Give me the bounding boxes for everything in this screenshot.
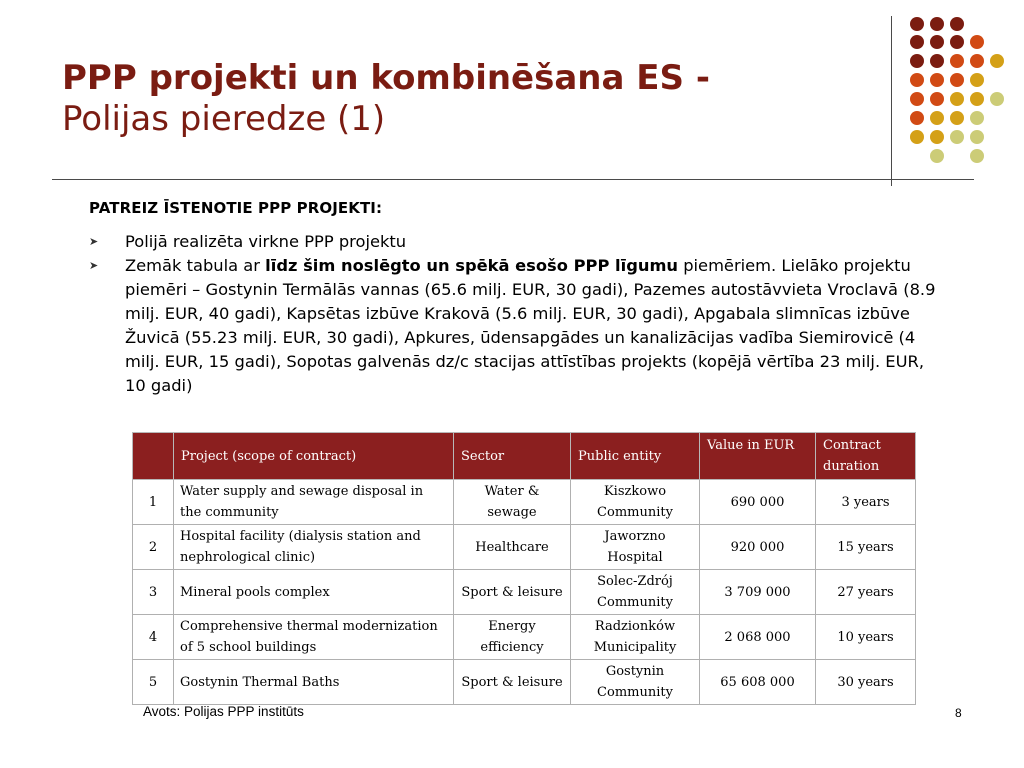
row-entity: Solec-Zdrój Community [571, 570, 700, 615]
row-project: Hospital facility (dialysis station and nephrological clinic) [174, 525, 454, 570]
decorative-dot [930, 111, 944, 125]
header-duration: Contract duration [816, 433, 916, 480]
decorative-dot [970, 130, 984, 144]
decorative-dot [970, 73, 984, 87]
decorative-dot [930, 130, 944, 144]
header-sector: Sector [454, 433, 571, 480]
row-sector: Energy efficiency [454, 615, 571, 660]
decorative-dot [910, 73, 924, 87]
table-row [133, 660, 916, 705]
bullet-text: Polijā realizēta virkne PPP projektu [125, 232, 407, 251]
table-row [133, 615, 916, 660]
row-value: 3 709 000 [700, 570, 816, 615]
decorative-dot [950, 73, 964, 87]
decorative-dot [950, 130, 964, 144]
decorative-dot [990, 54, 1004, 68]
decorative-dot [910, 54, 924, 68]
row-value: 690 000 [700, 480, 816, 525]
slide-title [62, 58, 710, 140]
decorative-dot [930, 149, 944, 163]
decorative-dot [930, 17, 944, 31]
row-sector: Sport & leisure [454, 660, 571, 705]
source-footnote: Avots: Polijas PPP institūts [143, 704, 304, 719]
row-entity: Jaworzno Hospital [571, 525, 700, 570]
row-value: 920 000 [700, 525, 816, 570]
decorative-dot [930, 35, 944, 49]
row-entity: Radzionków Municipality [571, 615, 700, 660]
title-underline [52, 179, 974, 180]
row-project: Water supply and sewage disposal in the community [174, 480, 454, 525]
decorative-dot [930, 73, 944, 87]
row-entity: Kiszkowo Community [571, 480, 700, 525]
arrow-bullet-icon: ➤ [89, 235, 99, 248]
decorative-dot [970, 92, 984, 106]
bullet-text-body: piemēriem. Lielāko projektu piemēri – Gostynin Termālās vannas (65.6 milj. EUR, 30 gadi), Pazemes autostāvvieta Vroclavā (8.9 milj. EUR, 40 gadi), Kapsētas izbūve Krakovā (5.6 milj. EUR, 30 gadi), Apgabala slimnīcas izbūve Žuvicā (55.23 milj. EUR, 30 gadi), Apkures, ūdensapgādes un kanalizācijas vadība Siemirovicē (4 milj. EUR, 15 gadi), Sopotas galvenās dz/c stacijas attīstības projekts (kopējā vērtība 23 milj. EUR, 10 gadi) [125, 256, 936, 395]
title-main: PPP projekti un kombinēšana ES - [62, 58, 710, 98]
decorative-dot [910, 130, 924, 144]
decorative-dot [930, 54, 944, 68]
row-value: 65 608 000 [700, 660, 816, 705]
decorative-dot [930, 92, 944, 106]
row-duration: 27 years [816, 570, 916, 615]
row-number: 2 [133, 525, 174, 570]
row-project: Mineral pools complex [174, 570, 454, 615]
header-number [133, 433, 174, 480]
row-sector: Sport & leisure [454, 570, 571, 615]
decorative-dot [990, 92, 1004, 106]
bullet-item [89, 230, 939, 254]
decorative-dot [910, 111, 924, 125]
ppp-projects-table [132, 432, 916, 705]
row-number: 4 [133, 615, 174, 660]
decorative-dot [970, 111, 984, 125]
arrow-bullet-icon: ➤ [89, 259, 99, 272]
decorative-dot [970, 54, 984, 68]
decorative-dot [910, 92, 924, 106]
bullet-text-prefix: Zemāk tabula ar [125, 256, 266, 275]
row-entity: Gostynin Community [571, 660, 700, 705]
row-number: 1 [133, 480, 174, 525]
section-heading: PATREIZ ĪSTENOTIE PPP PROJEKTI: [89, 199, 383, 217]
page-number: 8 [955, 706, 962, 720]
vertical-divider [891, 16, 892, 186]
row-sector: Healthcare [454, 525, 571, 570]
row-duration: 3 years [816, 480, 916, 525]
row-duration: 10 years [816, 615, 916, 660]
decorative-dot [950, 54, 964, 68]
row-number: 5 [133, 660, 174, 705]
row-number: 3 [133, 570, 174, 615]
title-subtitle: Polijas pieredze (1) [62, 99, 386, 139]
bullet-text-emphasis: līdz šim noslēgto un spēkā esošo PPP līgumu [265, 256, 679, 275]
row-sector: Water & sewage [454, 480, 571, 525]
row-duration: 30 years [816, 660, 916, 705]
row-project: Comprehensive thermal modernization of 5 school buildings [174, 615, 454, 660]
header-public-entity: Public entity [571, 433, 700, 480]
decorative-dot [910, 35, 924, 49]
decorative-dot [950, 17, 964, 31]
decorative-dot [950, 35, 964, 49]
header-value: Value in EUR [700, 433, 816, 480]
row-value: 2 068 000 [700, 615, 816, 660]
decorative-dot [970, 149, 984, 163]
bullet-list [89, 230, 939, 398]
table-row [133, 525, 916, 570]
decorative-dot [910, 17, 924, 31]
decorative-dot [950, 111, 964, 125]
decorative-dot [950, 92, 964, 106]
bullet-item [89, 254, 939, 398]
table-header-row [133, 433, 916, 480]
row-project: Gostynin Thermal Baths [174, 660, 454, 705]
decorative-dot [970, 35, 984, 49]
table-row [133, 480, 916, 525]
header-project: Project (scope of contract) [174, 433, 454, 480]
row-duration: 15 years [816, 525, 916, 570]
table-row [133, 570, 916, 615]
